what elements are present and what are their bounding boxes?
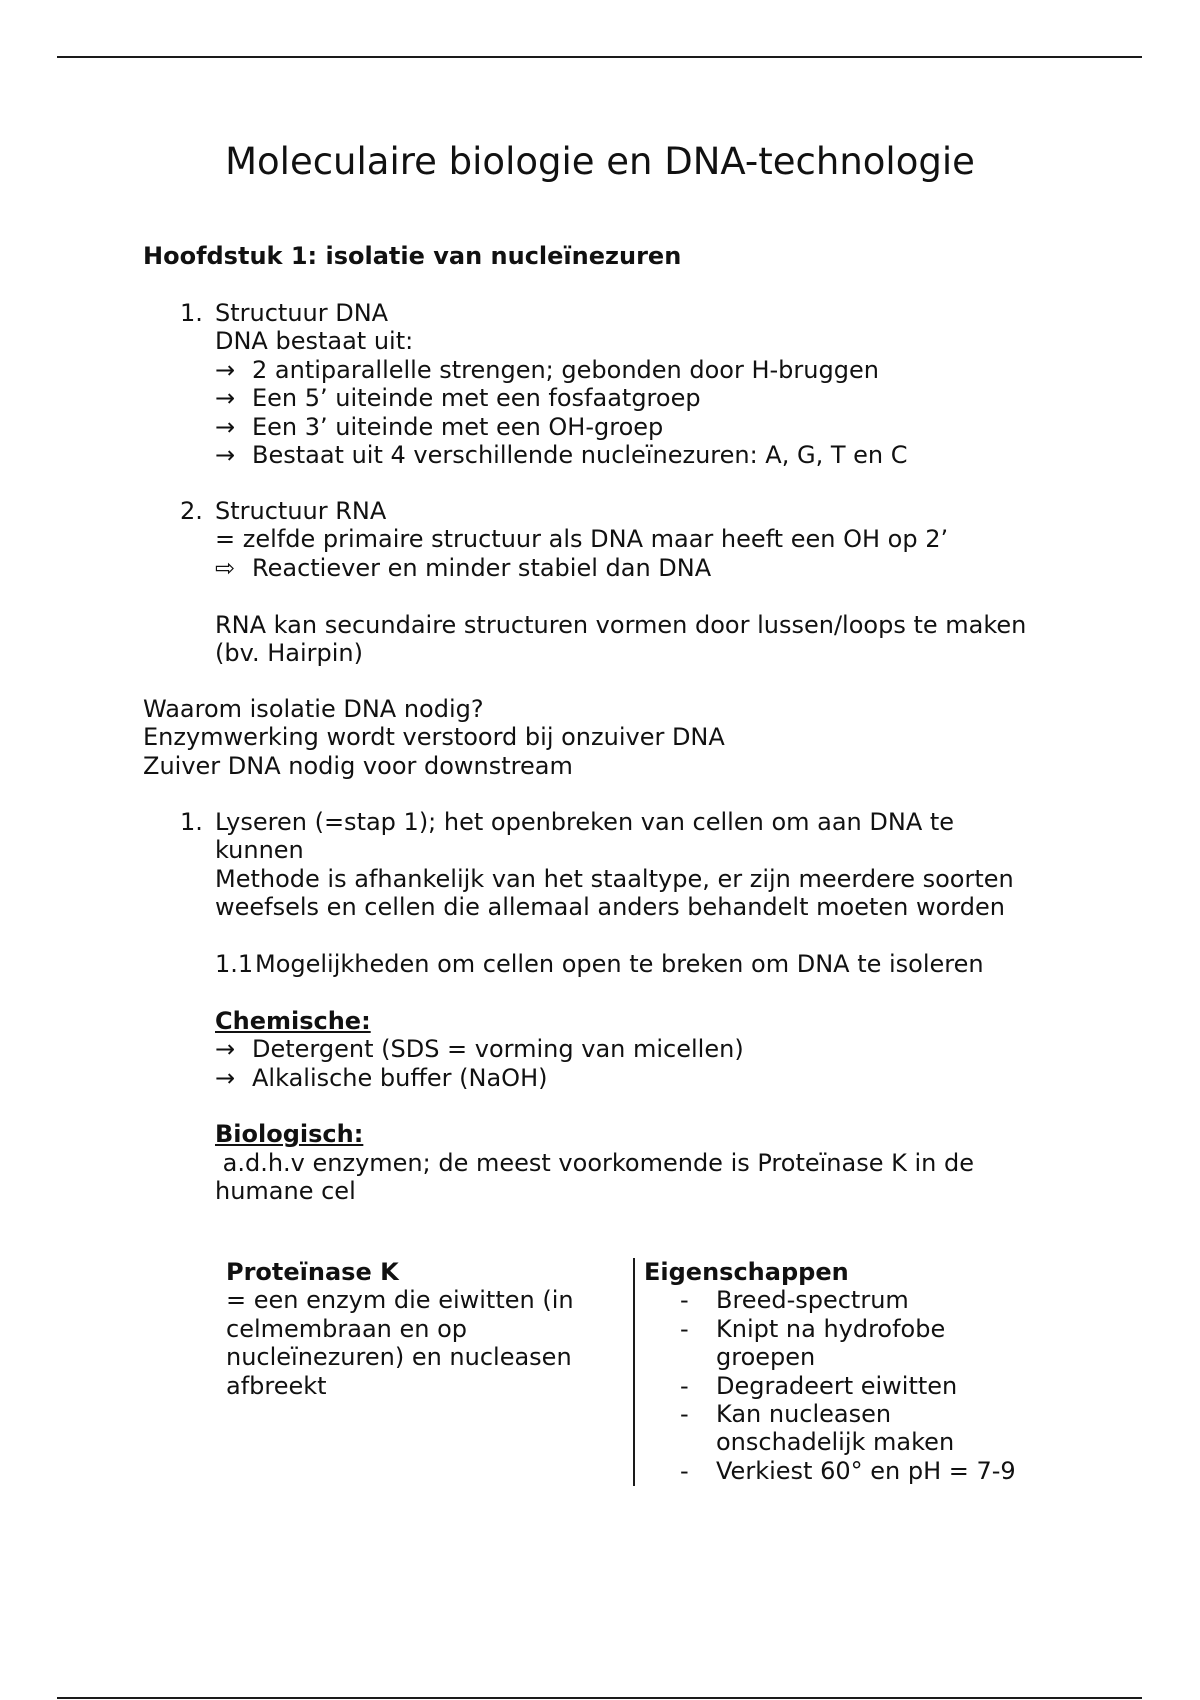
method-text: Methode is afhankelijk van het staaltype, er zijn meerdere soorten	[215, 864, 1014, 893]
why-line: Enzymwerking wordt verstoord bij onzuiver DNA	[143, 723, 725, 752]
list-item: → Alkalische buffer (NaOH)	[215, 1063, 548, 1092]
list-item: - Verkiest 60° en pH = 7-9	[644, 1457, 1064, 1485]
section-rna-title-row	[180, 497, 1026, 525]
arrow-icon: →	[215, 1063, 236, 1092]
section-rna-extra: (bv. Hairpin)	[215, 639, 363, 668]
biological-text: a.d.h.v enzymen; de meest voorkomende is Proteïnase K in de	[215, 1148, 974, 1177]
list-item: - Breed-spectrum	[644, 1286, 1064, 1314]
section-lysis-body: kunnen Methode is afhankelijk van het staaltype, er zijn meerdere soorten weefsels en cellen die allemaal anders behandelt moeten worden 1.1Mogelijkheden om cellen open te breken om DNA te isoleren Chemische: → Detergent (SDS = vorming van micellen) → Alkalische buffer (NaOH) Biologisch: a.d.h.v enzymen; de meest voorkomende is Proteïnase K in de humane cel	[215, 836, 1014, 1206]
chemical-heading: Chemische:	[215, 1006, 371, 1035]
proteinase-k-heading: Proteïnase K	[226, 1258, 399, 1286]
list-item: - Kan nucleasen	[644, 1400, 1064, 1428]
why-line: Zuiver DNA nodig voor downstream	[143, 751, 573, 780]
arrow-icon: →	[215, 441, 236, 470]
list-item: → Bestaat uit 4 verschillende nucleïnezuren: A, G, T en C	[215, 441, 908, 470]
arrow-icon: →	[215, 384, 236, 413]
dash-bullet: -	[680, 1314, 689, 1343]
dash-bullet: -	[680, 1371, 689, 1400]
list-number: 1.	[180, 299, 203, 327]
section-dna	[180, 299, 908, 469]
section-dna-title-row	[180, 299, 908, 327]
proteinase-k-cell: Proteïnase K = een enzym die eiwitten (in celmembraan en op nucleïnezuren) en nucleasen afbreekt	[226, 1258, 616, 1400]
hollow-arrow-icon: ⇨	[215, 553, 236, 582]
section-rna-intro: = zelfde primaire structuur als DNA maar heeft een OH op 2’	[215, 525, 949, 554]
dash-bullet: -	[680, 1400, 689, 1429]
section-dna-intro: DNA bestaat uit:	[215, 327, 414, 356]
top-rule	[57, 56, 1142, 58]
dash-bullet: -	[680, 1286, 689, 1315]
list-number: 2.	[180, 497, 203, 525]
list-item: → Detergent (SDS = vorming van micellen)	[215, 1035, 744, 1064]
section-lysis-title-row: 1. Lyseren (=stap 1); het openbreken van cellen om aan DNA te	[180, 808, 955, 836]
properties-cell: Eigenschappen - Breed-spectrum - Knipt na hydrofobe groepen - Degradeert eiwitten - Kan nucleasen onschadelijk maken - Verkiest 60° en pH = 7-9	[644, 1258, 1064, 1485]
list-item: ⇨ Reactiever en minder stabiel dan DNA	[215, 553, 712, 582]
section-rna-title: Structuur RNA	[215, 497, 387, 525]
biological-heading: Biologisch:	[215, 1120, 364, 1149]
list-item: → 2 antiparallelle strengen; gebonden door H-bruggen	[215, 355, 879, 384]
list-item: → Een 5’ uiteinde met een fosfaatgroep	[215, 384, 701, 413]
section-rna-extra: RNA kan secundaire structuren vormen door lussen/loops te maken	[215, 610, 1027, 639]
bottom-rule	[57, 1697, 1142, 1699]
section-rna	[180, 497, 1026, 667]
table-divider	[633, 1258, 635, 1486]
properties-heading: Eigenschappen	[644, 1258, 849, 1286]
arrow-icon: →	[215, 412, 236, 441]
section-dna-body	[180, 327, 908, 469]
list-item: → Een 3’ uiteinde met een OH-groep	[215, 412, 664, 441]
list-item: - Knipt na hydrofobe	[644, 1315, 1064, 1343]
why-isolation	[143, 695, 725, 780]
list-number: 1.	[180, 808, 203, 836]
page-title: Moleculaire biologie en DNA-technologie	[225, 140, 975, 183]
subsection-title: 1.1Mogelijkheden om cellen open te breken om DNA te isoleren	[215, 950, 984, 979]
dash-bullet: -	[680, 1456, 689, 1485]
why-question: Waarom isolatie DNA nodig?	[143, 695, 484, 723]
chapter-heading: Hoofdstuk 1: isolatie van nucleïnezuren	[143, 242, 682, 270]
arrow-icon: →	[215, 1035, 236, 1064]
section-rna-body	[180, 525, 1026, 667]
biological-text: humane cel	[215, 1177, 356, 1206]
section-dna-title: Structuur DNA	[215, 299, 389, 327]
arrow-icon: →	[215, 355, 236, 384]
list-item: - Degradeert eiwitten	[644, 1372, 1064, 1400]
section-lysis	[180, 808, 1014, 1206]
method-text: weefsels en cellen die allemaal anders behandelt moeten worden	[215, 893, 1005, 922]
